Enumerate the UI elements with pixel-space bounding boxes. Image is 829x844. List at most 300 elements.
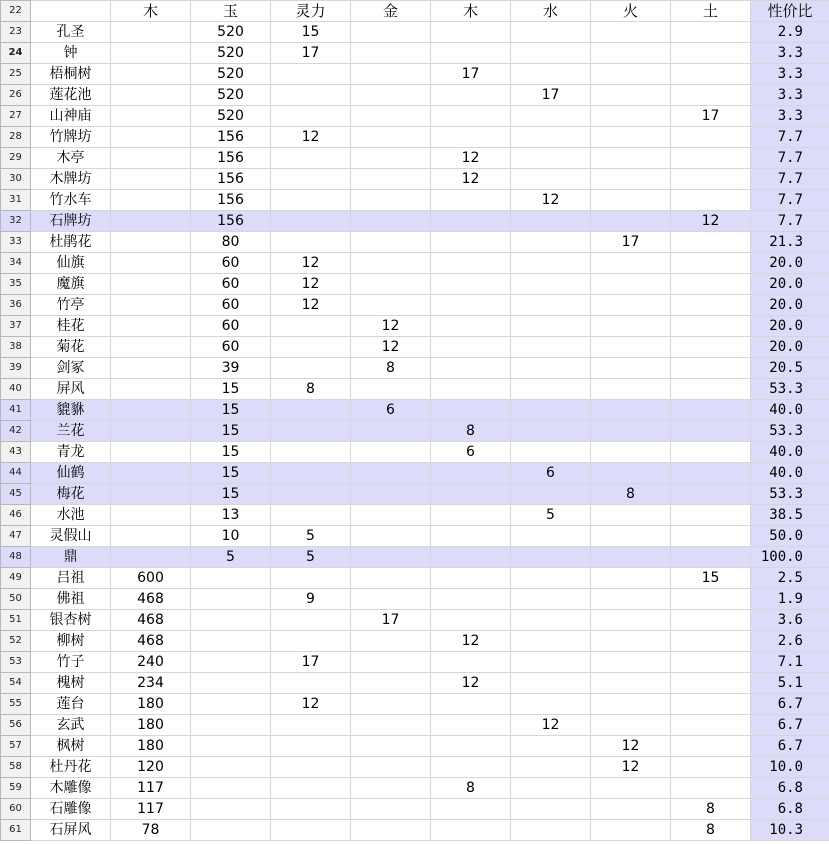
jade-cell[interactable]: 520 xyxy=(191,85,271,106)
earth-cell[interactable] xyxy=(671,358,751,379)
water-cell[interactable] xyxy=(511,820,591,841)
wood-cell[interactable]: 117 xyxy=(111,799,191,820)
wood-cell[interactable] xyxy=(111,211,191,232)
table-row[interactable] xyxy=(1,652,829,673)
spirit-cell[interactable]: 12 xyxy=(271,274,351,295)
wood-cell[interactable] xyxy=(111,526,191,547)
fire-cell[interactable] xyxy=(591,778,671,799)
earth-cell[interactable] xyxy=(671,694,751,715)
wood2-cell[interactable] xyxy=(431,337,511,358)
metal-cell[interactable] xyxy=(351,274,431,295)
table-row[interactable] xyxy=(1,22,829,43)
jade-cell[interactable] xyxy=(191,694,271,715)
metal-cell[interactable] xyxy=(351,442,431,463)
metal-cell[interactable] xyxy=(351,631,431,652)
table-row[interactable] xyxy=(1,694,829,715)
fire-cell[interactable] xyxy=(591,64,671,85)
spirit-cell[interactable] xyxy=(271,421,351,442)
water-cell[interactable] xyxy=(511,526,591,547)
wood-cell[interactable]: 180 xyxy=(111,736,191,757)
wood-cell[interactable]: 468 xyxy=(111,589,191,610)
earth-cell[interactable] xyxy=(671,484,751,505)
fire-cell[interactable] xyxy=(591,379,671,400)
wood2-cell[interactable]: 12 xyxy=(431,169,511,190)
jade-cell[interactable]: 60 xyxy=(191,337,271,358)
earth-cell[interactable] xyxy=(671,421,751,442)
jade-cell[interactable] xyxy=(191,778,271,799)
header-jade[interactable]: 玉 xyxy=(191,1,271,22)
jade-cell[interactable] xyxy=(191,715,271,736)
wood-cell[interactable]: 180 xyxy=(111,694,191,715)
wood2-cell[interactable] xyxy=(431,211,511,232)
water-cell[interactable]: 6 xyxy=(511,463,591,484)
wood2-cell[interactable] xyxy=(431,694,511,715)
table-row[interactable] xyxy=(1,526,829,547)
metal-cell[interactable] xyxy=(351,463,431,484)
name-cell[interactable]: 木牌坊 xyxy=(31,169,111,190)
jade-cell[interactable]: 15 xyxy=(191,421,271,442)
jade-cell[interactable]: 156 xyxy=(191,148,271,169)
water-cell[interactable] xyxy=(511,589,591,610)
ratio-cell[interactable]: 100.0 xyxy=(751,547,829,568)
table-row[interactable] xyxy=(1,463,829,484)
earth-cell[interactable] xyxy=(671,148,751,169)
metal-cell[interactable] xyxy=(351,505,431,526)
wood-cell[interactable] xyxy=(111,85,191,106)
metal-cell[interactable] xyxy=(351,421,431,442)
water-cell[interactable] xyxy=(511,232,591,253)
row-header[interactable]: 46 xyxy=(1,505,31,526)
table-row[interactable] xyxy=(1,337,829,358)
fire-cell[interactable] xyxy=(591,421,671,442)
fire-cell[interactable] xyxy=(591,610,671,631)
wood2-cell[interactable] xyxy=(431,106,511,127)
metal-cell[interactable] xyxy=(351,127,431,148)
spirit-cell[interactable] xyxy=(271,736,351,757)
metal-cell[interactable] xyxy=(351,43,431,64)
earth-cell[interactable] xyxy=(671,169,751,190)
spirit-cell[interactable]: 5 xyxy=(271,526,351,547)
metal-cell[interactable] xyxy=(351,820,431,841)
ratio-cell[interactable]: 3.3 xyxy=(751,64,829,85)
earth-cell[interactable] xyxy=(671,379,751,400)
ratio-cell[interactable]: 40.0 xyxy=(751,463,829,484)
name-cell[interactable]: 梅花 xyxy=(31,484,111,505)
water-cell[interactable] xyxy=(511,211,591,232)
spirit-cell[interactable] xyxy=(271,631,351,652)
name-cell[interactable]: 魔旗 xyxy=(31,274,111,295)
jade-cell[interactable] xyxy=(191,610,271,631)
table-row[interactable] xyxy=(1,757,829,778)
earth-cell[interactable] xyxy=(671,442,751,463)
ratio-cell[interactable]: 53.3 xyxy=(751,421,829,442)
wood2-cell[interactable] xyxy=(431,400,511,421)
metal-cell[interactable] xyxy=(351,85,431,106)
jade-cell[interactable]: 39 xyxy=(191,358,271,379)
earth-cell[interactable] xyxy=(671,22,751,43)
metal-cell[interactable] xyxy=(351,589,431,610)
name-cell[interactable]: 佛祖 xyxy=(31,589,111,610)
wood2-cell[interactable] xyxy=(431,22,511,43)
table-row[interactable] xyxy=(1,421,829,442)
earth-cell[interactable] xyxy=(671,295,751,316)
spirit-cell[interactable]: 12 xyxy=(271,295,351,316)
row-header[interactable]: 49 xyxy=(1,568,31,589)
metal-cell[interactable] xyxy=(351,526,431,547)
water-cell[interactable]: 12 xyxy=(511,190,591,211)
wood2-cell[interactable] xyxy=(431,505,511,526)
water-cell[interactable] xyxy=(511,358,591,379)
wood2-cell[interactable] xyxy=(431,652,511,673)
fire-cell[interactable] xyxy=(591,253,671,274)
metal-cell[interactable]: 12 xyxy=(351,316,431,337)
spirit-cell[interactable]: 9 xyxy=(271,589,351,610)
fire-cell[interactable] xyxy=(591,22,671,43)
row-header[interactable]: 35 xyxy=(1,274,31,295)
wood2-cell[interactable] xyxy=(431,190,511,211)
ratio-cell[interactable]: 6.8 xyxy=(751,778,829,799)
name-cell[interactable]: 木亭 xyxy=(31,148,111,169)
earth-cell[interactable] xyxy=(671,757,751,778)
name-cell[interactable]: 梧桐树 xyxy=(31,64,111,85)
spirit-cell[interactable] xyxy=(271,85,351,106)
wood-cell[interactable]: 600 xyxy=(111,568,191,589)
ratio-cell[interactable]: 40.0 xyxy=(751,400,829,421)
fire-cell[interactable] xyxy=(591,190,671,211)
ratio-cell[interactable]: 20.0 xyxy=(751,274,829,295)
ratio-cell[interactable]: 38.5 xyxy=(751,505,829,526)
header-wood[interactable]: 木 xyxy=(111,1,191,22)
spirit-cell[interactable] xyxy=(271,568,351,589)
jade-cell[interactable] xyxy=(191,673,271,694)
metal-cell[interactable] xyxy=(351,694,431,715)
metal-cell[interactable] xyxy=(351,547,431,568)
fire-cell[interactable] xyxy=(591,568,671,589)
fire-cell[interactable] xyxy=(591,820,671,841)
wood2-cell[interactable] xyxy=(431,127,511,148)
water-cell[interactable] xyxy=(511,169,591,190)
row-header[interactable]: 34 xyxy=(1,253,31,274)
water-cell[interactable] xyxy=(511,43,591,64)
wood-cell[interactable]: 468 xyxy=(111,631,191,652)
earth-cell[interactable] xyxy=(671,778,751,799)
wood2-cell[interactable] xyxy=(431,736,511,757)
ratio-cell[interactable]: 7.7 xyxy=(751,169,829,190)
ratio-cell[interactable]: 40.0 xyxy=(751,442,829,463)
wood-cell[interactable] xyxy=(111,442,191,463)
jade-cell[interactable]: 60 xyxy=(191,274,271,295)
table-row[interactable] xyxy=(1,274,829,295)
water-cell[interactable] xyxy=(511,568,591,589)
name-cell[interactable]: 竹水车 xyxy=(31,190,111,211)
row-header[interactable]: 47 xyxy=(1,526,31,547)
water-cell[interactable] xyxy=(511,127,591,148)
fire-cell[interactable] xyxy=(591,358,671,379)
metal-cell[interactable] xyxy=(351,190,431,211)
table-row[interactable] xyxy=(1,190,829,211)
fire-cell[interactable] xyxy=(591,589,671,610)
fire-cell[interactable] xyxy=(591,652,671,673)
row-header[interactable]: 25 xyxy=(1,64,31,85)
spirit-cell[interactable] xyxy=(271,232,351,253)
table-row[interactable] xyxy=(1,64,829,85)
spirit-cell[interactable] xyxy=(271,505,351,526)
spirit-cell[interactable]: 17 xyxy=(271,652,351,673)
earth-cell[interactable] xyxy=(671,589,751,610)
ratio-cell[interactable]: 6.7 xyxy=(751,736,829,757)
spirit-cell[interactable] xyxy=(271,400,351,421)
jade-cell[interactable]: 60 xyxy=(191,295,271,316)
wood2-cell[interactable] xyxy=(431,820,511,841)
ratio-cell[interactable]: 3.6 xyxy=(751,610,829,631)
water-cell[interactable] xyxy=(511,778,591,799)
row-header[interactable]: 39 xyxy=(1,358,31,379)
ratio-cell[interactable]: 20.5 xyxy=(751,358,829,379)
earth-cell[interactable] xyxy=(671,316,751,337)
jade-cell[interactable]: 15 xyxy=(191,442,271,463)
name-cell[interactable]: 木雕像 xyxy=(31,778,111,799)
metal-cell[interactable] xyxy=(351,673,431,694)
wood-cell[interactable] xyxy=(111,274,191,295)
wood2-cell[interactable] xyxy=(431,274,511,295)
water-cell[interactable] xyxy=(511,295,591,316)
row-header[interactable]: 28 xyxy=(1,127,31,148)
ratio-cell[interactable]: 50.0 xyxy=(751,526,829,547)
name-cell[interactable]: 吕祖 xyxy=(31,568,111,589)
jade-cell[interactable] xyxy=(191,589,271,610)
name-cell[interactable]: 杜鹃花 xyxy=(31,232,111,253)
fire-cell[interactable] xyxy=(591,673,671,694)
earth-cell[interactable]: 12 xyxy=(671,211,751,232)
wood2-cell[interactable] xyxy=(431,463,511,484)
name-cell[interactable]: 槐树 xyxy=(31,673,111,694)
row-header[interactable]: 24 xyxy=(1,43,31,64)
header-wood2[interactable]: 木 xyxy=(431,1,511,22)
row-header[interactable]: 33 xyxy=(1,232,31,253)
water-cell[interactable] xyxy=(511,652,591,673)
table-row[interactable] xyxy=(1,736,829,757)
wood2-cell[interactable] xyxy=(431,43,511,64)
spirit-cell[interactable]: 17 xyxy=(271,43,351,64)
wood2-cell[interactable] xyxy=(431,757,511,778)
wood-cell[interactable] xyxy=(111,484,191,505)
wood2-cell[interactable] xyxy=(431,484,511,505)
metal-cell[interactable]: 6 xyxy=(351,400,431,421)
spirit-cell[interactable] xyxy=(271,610,351,631)
wood2-cell[interactable] xyxy=(431,358,511,379)
row-header[interactable]: 22 xyxy=(1,1,31,22)
row-header[interactable]: 60 xyxy=(1,799,31,820)
wood2-cell[interactable] xyxy=(431,715,511,736)
name-cell[interactable]: 山神庙 xyxy=(31,106,111,127)
metal-cell[interactable] xyxy=(351,64,431,85)
metal-cell[interactable] xyxy=(351,253,431,274)
ratio-cell[interactable]: 7.1 xyxy=(751,652,829,673)
water-cell[interactable] xyxy=(511,442,591,463)
spirit-cell[interactable] xyxy=(271,799,351,820)
spirit-cell[interactable]: 12 xyxy=(271,694,351,715)
jade-cell[interactable]: 520 xyxy=(191,106,271,127)
wood2-cell[interactable] xyxy=(431,85,511,106)
wood2-cell[interactable]: 17 xyxy=(431,64,511,85)
metal-cell[interactable] xyxy=(351,715,431,736)
row-header[interactable]: 26 xyxy=(1,85,31,106)
jade-cell[interactable]: 15 xyxy=(191,400,271,421)
jade-cell[interactable]: 15 xyxy=(191,379,271,400)
row-header[interactable]: 48 xyxy=(1,547,31,568)
jade-cell[interactable]: 520 xyxy=(191,22,271,43)
water-cell[interactable] xyxy=(511,631,591,652)
wood-cell[interactable] xyxy=(111,463,191,484)
earth-cell[interactable] xyxy=(671,715,751,736)
header-water[interactable]: 水 xyxy=(511,1,591,22)
water-cell[interactable] xyxy=(511,610,591,631)
wood2-cell[interactable]: 6 xyxy=(431,442,511,463)
fire-cell[interactable]: 12 xyxy=(591,757,671,778)
water-cell[interactable] xyxy=(511,274,591,295)
name-cell[interactable]: 玄武 xyxy=(31,715,111,736)
earth-cell[interactable] xyxy=(671,526,751,547)
table-row[interactable] xyxy=(1,169,829,190)
fire-cell[interactable] xyxy=(591,526,671,547)
water-cell[interactable] xyxy=(511,673,591,694)
wood2-cell[interactable]: 12 xyxy=(431,673,511,694)
name-cell[interactable]: 莲台 xyxy=(31,694,111,715)
metal-cell[interactable] xyxy=(351,211,431,232)
water-cell[interactable] xyxy=(511,547,591,568)
spirit-cell[interactable] xyxy=(271,673,351,694)
metal-cell[interactable] xyxy=(351,757,431,778)
jade-cell[interactable]: 13 xyxy=(191,505,271,526)
fire-cell[interactable] xyxy=(591,127,671,148)
spirit-cell[interactable] xyxy=(271,715,351,736)
wood-cell[interactable] xyxy=(111,106,191,127)
metal-cell[interactable]: 12 xyxy=(351,337,431,358)
fire-cell[interactable] xyxy=(591,715,671,736)
wood-cell[interactable] xyxy=(111,232,191,253)
fire-cell[interactable] xyxy=(591,274,671,295)
wood-cell[interactable] xyxy=(111,295,191,316)
ratio-cell[interactable]: 20.0 xyxy=(751,295,829,316)
water-cell[interactable]: 5 xyxy=(511,505,591,526)
wood-cell[interactable]: 78 xyxy=(111,820,191,841)
wood-cell[interactable] xyxy=(111,379,191,400)
jade-cell[interactable]: 80 xyxy=(191,232,271,253)
water-cell[interactable] xyxy=(511,253,591,274)
name-cell[interactable]: 仙鹤 xyxy=(31,463,111,484)
name-cell[interactable]: 鼎 xyxy=(31,547,111,568)
table-row[interactable] xyxy=(1,232,829,253)
ratio-cell[interactable]: 3.3 xyxy=(751,106,829,127)
row-header[interactable]: 36 xyxy=(1,295,31,316)
earth-cell[interactable] xyxy=(671,505,751,526)
table-row[interactable] xyxy=(1,673,829,694)
ratio-cell[interactable]: 6.8 xyxy=(751,799,829,820)
ratio-cell[interactable]: 53.3 xyxy=(751,379,829,400)
spirit-cell[interactable] xyxy=(271,484,351,505)
spirit-cell[interactable] xyxy=(271,337,351,358)
name-cell[interactable]: 仙旗 xyxy=(31,253,111,274)
metal-cell[interactable] xyxy=(351,799,431,820)
earth-cell[interactable] xyxy=(671,736,751,757)
row-header[interactable]: 52 xyxy=(1,631,31,652)
row-header[interactable]: 37 xyxy=(1,316,31,337)
fire-cell[interactable] xyxy=(591,505,671,526)
row-header[interactable]: 32 xyxy=(1,211,31,232)
metal-cell[interactable] xyxy=(351,295,431,316)
spirit-cell[interactable]: 5 xyxy=(271,547,351,568)
earth-cell[interactable] xyxy=(671,85,751,106)
earth-cell[interactable] xyxy=(671,190,751,211)
jade-cell[interactable]: 60 xyxy=(191,316,271,337)
name-cell[interactable]: 莲花池 xyxy=(31,85,111,106)
row-header[interactable]: 23 xyxy=(1,22,31,43)
table-row[interactable] xyxy=(1,253,829,274)
wood-cell[interactable] xyxy=(111,253,191,274)
table-row[interactable] xyxy=(1,211,829,232)
water-cell[interactable] xyxy=(511,316,591,337)
ratio-cell[interactable]: 6.7 xyxy=(751,694,829,715)
earth-cell[interactable] xyxy=(671,463,751,484)
metal-cell[interactable] xyxy=(351,778,431,799)
jade-cell[interactable]: 156 xyxy=(191,211,271,232)
spirit-cell[interactable] xyxy=(271,463,351,484)
spirit-cell[interactable]: 12 xyxy=(271,127,351,148)
row-header[interactable]: 42 xyxy=(1,421,31,442)
spirit-cell[interactable] xyxy=(271,820,351,841)
row-header[interactable]: 41 xyxy=(1,400,31,421)
water-cell[interactable] xyxy=(511,400,591,421)
ratio-cell[interactable]: 1.9 xyxy=(751,589,829,610)
spirit-cell[interactable] xyxy=(271,211,351,232)
table-row[interactable] xyxy=(1,631,829,652)
metal-cell[interactable] xyxy=(351,148,431,169)
jade-cell[interactable]: 520 xyxy=(191,43,271,64)
metal-cell[interactable] xyxy=(351,484,431,505)
wood2-cell[interactable] xyxy=(431,253,511,274)
wood-cell[interactable] xyxy=(111,22,191,43)
wood2-cell[interactable] xyxy=(431,379,511,400)
name-cell[interactable]: 枫树 xyxy=(31,736,111,757)
water-cell[interactable] xyxy=(511,148,591,169)
jade-cell[interactable]: 5 xyxy=(191,547,271,568)
row-header[interactable]: 59 xyxy=(1,778,31,799)
wood-cell[interactable]: 240 xyxy=(111,652,191,673)
wood2-cell[interactable]: 8 xyxy=(431,778,511,799)
water-cell[interactable] xyxy=(511,106,591,127)
wood-cell[interactable]: 180 xyxy=(111,715,191,736)
spirit-cell[interactable] xyxy=(271,190,351,211)
metal-cell[interactable] xyxy=(351,106,431,127)
wood2-cell[interactable] xyxy=(431,526,511,547)
earth-cell[interactable] xyxy=(671,610,751,631)
wood-cell[interactable] xyxy=(111,169,191,190)
wood2-cell[interactable] xyxy=(431,295,511,316)
wood2-cell[interactable]: 12 xyxy=(431,631,511,652)
jade-cell[interactable]: 15 xyxy=(191,463,271,484)
metal-cell[interactable] xyxy=(351,568,431,589)
name-cell[interactable]: 竹子 xyxy=(31,652,111,673)
name-cell[interactable]: 竹亭 xyxy=(31,295,111,316)
name-cell[interactable]: 青龙 xyxy=(31,442,111,463)
spirit-cell[interactable]: 8 xyxy=(271,379,351,400)
earth-cell[interactable] xyxy=(671,253,751,274)
wood2-cell[interactable] xyxy=(431,610,511,631)
earth-cell[interactable] xyxy=(671,64,751,85)
ratio-cell[interactable]: 6.7 xyxy=(751,715,829,736)
metal-cell[interactable] xyxy=(351,379,431,400)
fire-cell[interactable] xyxy=(591,442,671,463)
